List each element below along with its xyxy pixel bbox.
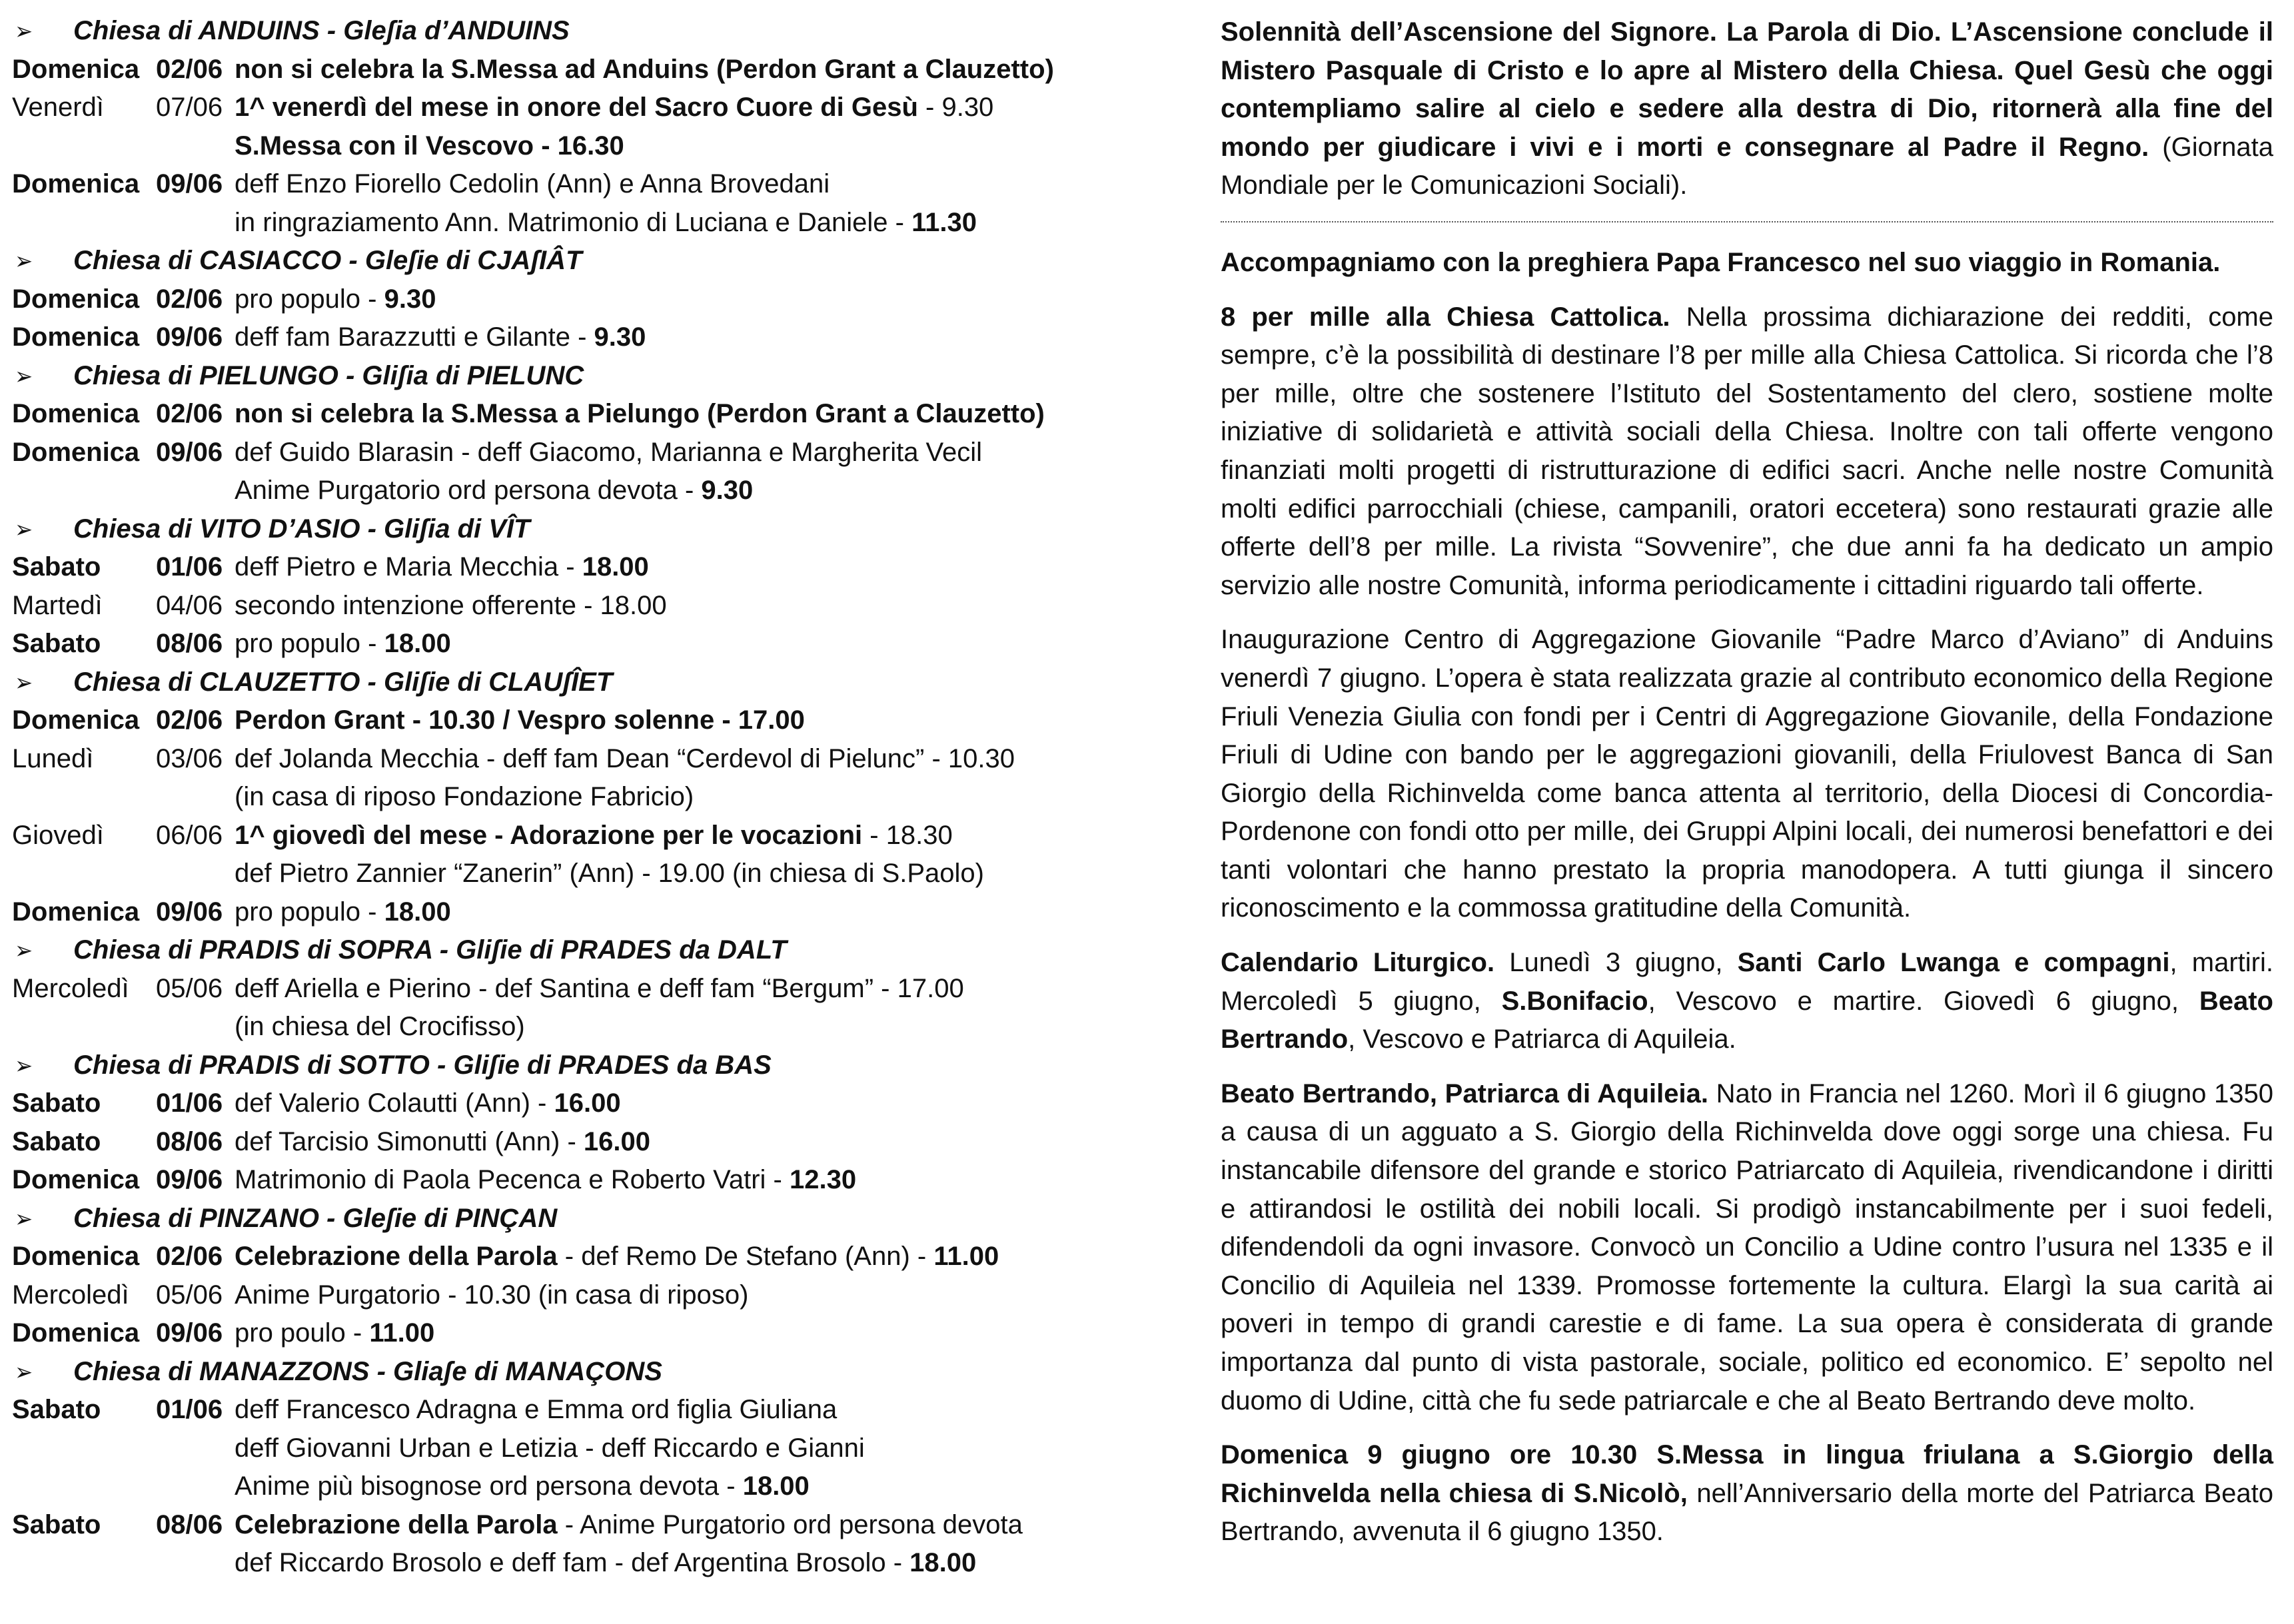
mass-description [235, 280, 436, 319]
mass-date: 07/06 [156, 93, 223, 122]
arrow-bullet-icon: ➢ [15, 668, 33, 696]
text-run: deff fam Barazzutti e Gilante - [235, 322, 594, 352]
text-run: pro populo - [235, 284, 384, 314]
arrow-bullet-icon: ➢ [15, 1204, 33, 1232]
mass-date: 09/06 [156, 322, 223, 352]
mass-day: Venerdì [12, 93, 104, 122]
church-heading [12, 931, 1145, 970]
text-run: Perdon Grant - 10.30 / Vespro solenne - 17.00 [235, 705, 805, 735]
text-run: (in chiesa del Crocifisso) [235, 1012, 525, 1041]
mass-date: 09/06 [156, 437, 223, 467]
text-run: 18.00 [909, 1548, 977, 1577]
mass-day: Domenica [12, 284, 140, 314]
text-run: deff Ariella e Pierino - def Santina e deff fam “Bergum” - 17.00 [235, 973, 964, 1003]
mass-entry [12, 1314, 1145, 1353]
mass-date: 02/06 [156, 705, 223, 735]
mass-day: Domenica [12, 322, 140, 352]
text-run: Beato Bertrando [1221, 986, 2273, 1054]
mass-date: 08/06 [156, 1509, 223, 1539]
church-name: Chiesa di PINZANO - Gleʃie di PINÇAN [73, 1203, 558, 1233]
text-run: - 18.30 [862, 820, 953, 850]
text-run: 12.30 [790, 1165, 857, 1194]
arrow-bullet-icon: ➢ [15, 515, 33, 543]
mass-description [235, 1084, 621, 1123]
text-run: deff Enzo Fiorello Cedolin (Ann) e Anna Brovedani [235, 169, 830, 199]
church-heading [12, 510, 1145, 549]
mass-entry-continuation [12, 1429, 1145, 1468]
text-run: 11.30 [911, 207, 977, 237]
text-run: - 9.30 [917, 93, 994, 122]
church-name: Chiesa di ANDUINS - Gleʃia d’ANDUINS [73, 16, 570, 45]
article-calendario [1221, 944, 2273, 1059]
church-name: Chiesa di CLAUZETTO - Gliʃie di CLAUʃÎET [73, 667, 613, 697]
text-run: 1^ giovedì del mese - Adorazione per le vocazioni [235, 820, 863, 850]
text-run: deff Pietro e Maria Mecchia - [235, 552, 582, 582]
mass-entry-continuation [12, 1008, 1145, 1046]
mass-entry [12, 893, 1145, 932]
church-heading [12, 1200, 1145, 1238]
text-run: pro populo - [235, 897, 384, 927]
mass-description [235, 817, 953, 855]
arrow-bullet-icon: ➢ [15, 362, 33, 390]
mass-day: Domenica [12, 169, 140, 199]
text-run: 18.00 [384, 629, 451, 658]
text-run: 9.30 [701, 476, 754, 505]
mass-day: Sabato [12, 1126, 101, 1156]
text-run: def Tarcisio Simonutti (Ann) - [235, 1126, 584, 1156]
mass-date: 02/06 [156, 54, 223, 84]
text-run: 16.00 [554, 1088, 621, 1118]
mass-day: Domenica [12, 437, 140, 467]
church-name: Chiesa di PRADIS di SOPRA - Gliʃie di PRADES da DALT [73, 935, 787, 965]
mass-day: Sabato [12, 1088, 101, 1118]
text-run: in ringraziamento Ann. Matrimonio di Luciana e Daniele - [235, 207, 912, 237]
mass-day: Domenica [12, 1318, 140, 1348]
text-run: Matrimonio di Paola Pecenca e Roberto Vatri - [235, 1165, 790, 1194]
text-run: Nato in Francia nel 1260. Morì il 6 giugno 1350 a causa di un agguato a S. Giorgio della Richinvelda dove oggi sorge una chiesa. Fu instancabile difensore del grande e storico Patriarcato di Aquileia, rivendicandone i diritti e attirandosi le ostilità dei nobili locali. Si prodigò instancabilmente per i suoi fedeli, difendendoli da ogni invasore. Convocò un Concilio a Udine contro l’usura nel 1335 e il Concilio di Aquileia nel 1339. Promosse fortemente la cultura. Elargì la sua carità ai poveri in tempo di grandi carestie e di fame. La sua opera è considerata di grande importanza dal punto di vista pastorale, sociale, politico ed economico. E’ sepolto nel duomo di Udine, città che fu sede patriarcale e che al Beato Bertrando deve molto. [1221, 1078, 2273, 1416]
mass-entry-continuation [12, 472, 1145, 510]
mass-date: 09/06 [156, 897, 223, 927]
mass-description [235, 1314, 434, 1353]
church-heading [12, 663, 1145, 702]
arrow-bullet-icon: ➢ [15, 1051, 33, 1079]
church-heading [12, 242, 1145, 280]
mass-date: 01/06 [156, 552, 223, 582]
mass-description [235, 51, 1054, 89]
text-run: Domenica 9 giugno ore 10.30 S.Messa in lingua friulana a S.Giorgio della Richinvelda nella chiesa di S.Nicolò, [1221, 1440, 2273, 1508]
text-run: deff Francesco Adragna e Emma ord figlia Giuliana [235, 1395, 838, 1424]
church-heading [12, 1353, 1145, 1392]
text-run: 16.00 [583, 1126, 651, 1156]
text-run: def Valerio Colautti (Ann) - [235, 1088, 554, 1118]
church-name: Chiesa di PIELUNGO - Gliʃia di PIELUNC [73, 360, 584, 390]
mass-day: Sabato [12, 1395, 101, 1424]
text-run: def Guido Blarasin - deff Giacomo, Marianna e Margherita Vecil [235, 437, 983, 467]
article-otto-per-mille [1221, 298, 2273, 606]
text-run: , Vescovo e Patriarca di Aquileia. [1348, 1024, 1736, 1054]
news-column [1221, 13, 2273, 1567]
mass-date: 06/06 [156, 820, 223, 850]
text-run: Anime Purgatorio ord persona devota - [235, 476, 702, 505]
text-run: Anime Purgatorio - 10.30 (in casa di riposo) [235, 1280, 749, 1310]
mass-description [235, 89, 993, 127]
mass-description [235, 587, 667, 625]
text-run: - def Remo De Stefano (Ann) - [557, 1242, 934, 1271]
mass-description [235, 395, 1045, 434]
mass-description [235, 127, 624, 166]
text-run: def Riccardo Brosolo e deff fam - def Argentina Brosolo - [235, 1548, 910, 1577]
text-run: def Jolanda Mecchia - deff fam Dean “Cerdevol di Pielunc” - 10.30 [235, 743, 1015, 773]
mass-entry [12, 1084, 1145, 1123]
mass-day: Sabato [12, 552, 101, 582]
text-run: , Vescovo e martire. Giovedì 6 giugno, [1648, 986, 2199, 1016]
mass-day: Domenica [12, 399, 140, 428]
dotted-divider [1221, 221, 2273, 222]
mass-day: Lunedì [12, 743, 94, 773]
arrow-bullet-icon: ➢ [15, 1358, 33, 1386]
mass-day: Martedì [12, 590, 103, 620]
church-heading [12, 12, 1145, 51]
mass-date: 09/06 [156, 1318, 223, 1348]
text-run: Lunedì 3 giugno, [1494, 948, 1738, 978]
mass-entry [12, 625, 1145, 663]
mass-description [235, 1429, 865, 1468]
text-run: , martiri. Mercoledì 5 giugno, [1221, 948, 2273, 1016]
mass-day: Domenica [12, 1242, 140, 1271]
mass-entry [12, 280, 1145, 319]
mass-date: 03/06 [156, 743, 223, 773]
mass-schedule [12, 12, 1145, 1583]
mass-entry-continuation [12, 127, 1145, 166]
text-run: deff Giovanni Urban e Letizia - deff Riccardo e Gianni [235, 1433, 865, 1463]
church-name: Chiesa di MANAZZONS - Gliaʃe di MANAÇONS [73, 1356, 662, 1386]
mass-date: 01/06 [156, 1088, 223, 1118]
church-name: Chiesa di CASIACCO - Gleʃie di CJAʃIÂT [73, 246, 582, 275]
mass-day: Domenica [12, 54, 140, 84]
mass-entry [12, 1123, 1145, 1162]
mass-description [235, 855, 984, 893]
mass-description [235, 318, 646, 357]
mass-entry [12, 1161, 1145, 1200]
mass-entry [12, 587, 1145, 625]
mass-date: 08/06 [156, 1126, 223, 1156]
text-run: secondo intenzione offerente - 18.00 [235, 590, 667, 620]
text-run: 8 per mille alla Chiesa Cattolica. [1221, 302, 1670, 332]
text-run: Santi Carlo Lwanga e compagni [1737, 948, 2170, 978]
mass-description [235, 434, 982, 472]
arrow-bullet-icon: ➢ [15, 247, 33, 274]
mass-description [235, 740, 1015, 779]
arrow-bullet-icon: ➢ [15, 937, 33, 964]
church-name: Chiesa di VITO D’ASIO - Gliʃia di VÎT [73, 514, 530, 544]
arrow-bullet-icon: ➢ [15, 17, 33, 45]
mass-date: 04/06 [156, 590, 223, 620]
article-papa [1221, 244, 2273, 282]
text-run: Accompagniamo con la preghiera Papa Francesco nel suo viaggio in Romania. [1221, 247, 2221, 277]
text-run: 9.30 [594, 322, 646, 352]
text-run: 11.00 [933, 1242, 999, 1271]
text-run: 18.00 [384, 897, 451, 927]
mass-description [235, 472, 753, 510]
text-run: pro populo - [235, 629, 384, 658]
mass-description [235, 970, 964, 1009]
mass-entry [12, 1391, 1145, 1429]
text-run: Anime più bisognose ord persona devota - [235, 1471, 743, 1501]
text-run: Celebrazione della Parola [235, 1509, 558, 1539]
mass-date: 05/06 [156, 973, 223, 1003]
text-run: Solennità dell’Ascensione del Signore. La Parola di Dio. L’Ascensione conclude il Mistero Pasquale di Cristo e lo apre al Mistero della Chiesa. Quel Gesù che oggi contempliamo salire al cielo e sedere alla destra di Dio, ritornerà alla fine del mondo per giudicare i vivi e i morti e consegnare al Padre il Regno. [1221, 17, 2273, 162]
mass-entry [12, 1238, 1145, 1276]
mass-entry [12, 318, 1145, 357]
text-run: non si celebra la S.Messa ad Anduins (Perdon Grant a Clauzetto) [235, 54, 1054, 84]
mass-entry-continuation [12, 778, 1145, 817]
text-run: def Pietro Zannier “Zanerin” (Ann) - 19.00 (in chiesa di S.Paolo) [235, 859, 984, 888]
mass-date: 02/06 [156, 399, 223, 428]
mass-description [235, 625, 451, 663]
mass-day: Mercoledì [12, 973, 129, 1003]
text-run: (in casa di riposo Fondazione Fabricio) [235, 782, 694, 811]
mass-description [235, 1506, 1023, 1545]
mass-date: 02/06 [156, 284, 223, 314]
mass-date: 09/06 [156, 1165, 223, 1194]
text-run: pro poulo - [235, 1318, 370, 1348]
article-bertrando [1221, 1075, 2273, 1420]
text-run: Inaugurazione Centro di Aggregazione Giovanile “Padre Marco d’Aviano” di Anduins venerdì 7 giugno. L’opera è stata realizzata grazie al contributo economico della Regione Friuli Venezia Giulia con fondi per i Centri di Aggregazione Giovanile, della Fondazione Friuli di Udine con bando per le aggregazioni giovanili, della Friulovest Banca di San Giorgio della Richinvelda come banca attenta al territorio, della Diocesi di Concordia-Pordenone con fondi otto per mille, dei Gruppi Alpini locali, dei numerosi benefattori e dei tanti volontari che hanno prestato la propria manodopera. A tutti giunga il sincero riconoscimento e la commossa gratitudine della Comunità. [1221, 625, 2273, 923]
mass-description [235, 778, 694, 817]
mass-description [235, 204, 977, 242]
mass-date: 09/06 [156, 169, 223, 199]
text-run: Beato Bertrando, Patriarca di Aquileia. [1221, 1078, 1708, 1108]
mass-description [235, 165, 830, 204]
mass-entry [12, 51, 1145, 89]
mass-entry [12, 817, 1145, 855]
mass-entry [12, 395, 1145, 434]
mass-description [235, 1008, 525, 1046]
mass-entry [12, 740, 1145, 779]
text-run: 18.00 [582, 552, 649, 582]
mass-entry-continuation [12, 204, 1145, 242]
text-run: (Giornata Mondiale per le Comunicazioni Sociali). [1221, 132, 2274, 201]
mass-day: Domenica [12, 705, 140, 735]
mass-description [235, 1276, 748, 1315]
mass-description [235, 548, 649, 587]
mass-entry [12, 89, 1145, 127]
mass-description [235, 1238, 999, 1276]
mass-date: 05/06 [156, 1280, 223, 1310]
mass-description [235, 1544, 976, 1583]
mass-entry [12, 1506, 1145, 1545]
mass-entry [12, 165, 1145, 204]
mass-day: Sabato [12, 1509, 101, 1539]
article-messa-friulana [1221, 1436, 2273, 1551]
text-run: nell’Anniversario della morte del Patriarca Beato Bertrando, avvenuta il 6 giugno 1350. [1221, 1478, 2273, 1547]
church-heading [12, 1046, 1145, 1085]
text-run: Nella prossima dichiarazione dei redditi, come sempre, c’è la possibilità di destinare l’8 per mille alla Chiesa Cattolica. Si ricorda che l’8 per mille, oltre che sostenere l’Istituto del Sostentamento del clero, sostiene molte iniziative di solidarietà e attività sociali della Chiesa. Inoltre con tali offerte vengono finanziati molti progetti di ristrutturazione di edifici sacri. Anche nelle nostre Comunità molti edifici parrocchiali (chiese, campanili, oratori eccetera) sono restaurati grazie alle offerte dell’8 per mille. La rivista “Sovvenire”, che due anni fa ha dedicato un ampio servizio alle nostre Comunità, informa periodicamente i cittadini riguardo tali offerte. [1221, 302, 2274, 600]
mass-day: Giovedì [12, 820, 104, 850]
mass-description [235, 1467, 810, 1506]
text-run: non si celebra la S.Messa a Pielungo (Perdon Grant a Clauzetto) [235, 399, 1045, 428]
church-heading [12, 357, 1145, 396]
mass-day: Mercoledì [12, 1280, 129, 1310]
mass-description [235, 1123, 650, 1162]
article-ascensione [1221, 13, 2273, 205]
mass-entry [12, 548, 1145, 587]
church-name: Chiesa di PRADIS di SOTTO - Gliʃie di PRADES da BAS [73, 1050, 772, 1080]
article-inaugurazione [1221, 621, 2273, 928]
mass-description [235, 701, 805, 740]
text-run: S.Bonifacio [1501, 986, 1648, 1016]
text-run: Celebrazione della Parola [235, 1242, 558, 1271]
mass-entry [12, 434, 1145, 472]
mass-date: 08/06 [156, 629, 223, 658]
mass-entry-continuation [12, 1467, 1145, 1506]
text-run: 9.30 [384, 284, 436, 314]
mass-entry [12, 1276, 1145, 1315]
text-run: 11.00 [369, 1318, 435, 1348]
mass-description [235, 1391, 837, 1429]
mass-day: Domenica [12, 897, 140, 927]
text-run: 18.00 [742, 1471, 810, 1501]
text-run: S.Messa con il Vescovo - 16.30 [235, 131, 624, 161]
text-run: Calendario Liturgico. [1221, 948, 1495, 978]
mass-date: 02/06 [156, 1242, 223, 1271]
mass-day: Domenica [12, 1165, 140, 1194]
text-run: - Anime Purgatorio ord persona devota [557, 1509, 1023, 1539]
mass-description [235, 1161, 856, 1200]
text-run: 1^ venerdì del mese in onore del Sacro Cuore di Gesù [235, 93, 918, 122]
mass-entry [12, 970, 1145, 1009]
mass-day: Sabato [12, 629, 101, 658]
mass-entry-continuation [12, 855, 1145, 893]
mass-description [235, 893, 451, 932]
mass-entry [12, 701, 1145, 740]
mass-entry-continuation [12, 1544, 1145, 1583]
mass-date: 01/06 [156, 1395, 223, 1424]
